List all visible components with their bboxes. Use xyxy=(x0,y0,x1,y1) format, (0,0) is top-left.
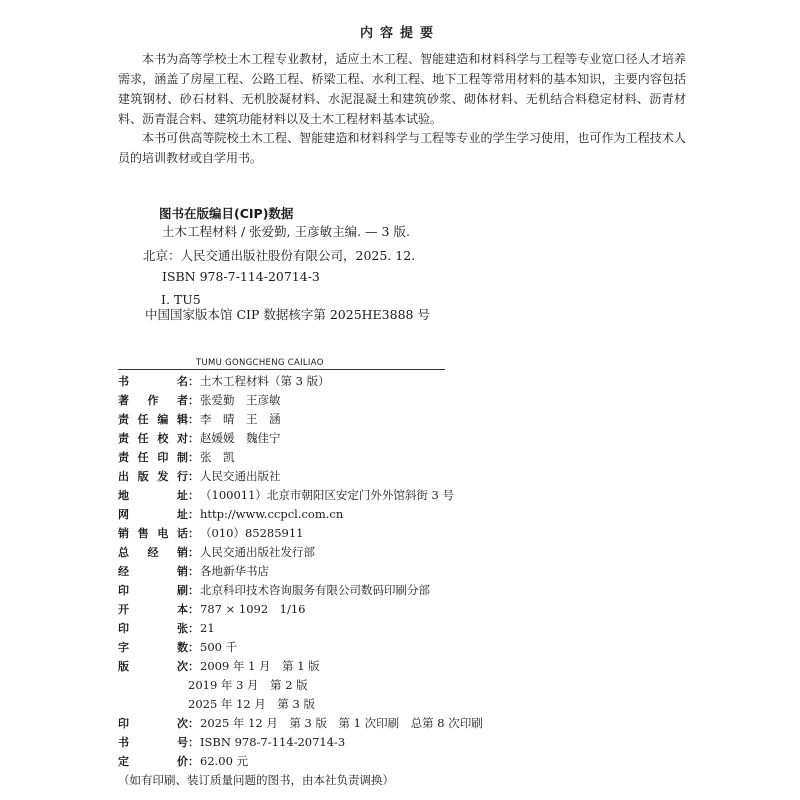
value: 北京科印技术咨询服务有限公司数码印刷分部 xyxy=(200,583,430,597)
value: 2019 年 3 月 第 2 版 xyxy=(188,678,308,692)
row-publisher: 出版发行：人民交通出版社 xyxy=(118,469,281,483)
value: ISBN 978-7-114-20714-3 xyxy=(200,735,346,749)
value: 500 千 xyxy=(200,640,238,654)
row-printing: 印次：2025 年 12 月 第 3 版 第 1 次印刷 总第 8 次印刷 xyxy=(118,716,483,730)
quality-note: （如有印刷、装订质量问题的图书，由本社负责调换） xyxy=(118,773,394,787)
label: 书名 xyxy=(118,375,188,388)
row-editor: 责任编辑：李 晴 王 涵 xyxy=(118,412,281,426)
label: 责任印制 xyxy=(118,451,188,464)
value: （100011）北京市朝阳区安定门外外馆斜街 3 号 xyxy=(200,488,455,502)
label: 地址 xyxy=(118,489,188,502)
row-book-title: 书名：土木工程材料（第 3 版） xyxy=(118,374,330,388)
label: 著作者 xyxy=(118,394,188,407)
label: 经销 xyxy=(118,565,188,578)
value: 2025 年 12 月 第 3 版 xyxy=(188,697,315,711)
cip-line-4: Ⅰ. TU5 xyxy=(161,292,201,307)
cip-line-1: 土木工程材料 / 张爱勤, 王彦敏主编. — 3 版. xyxy=(162,224,410,239)
value: 赵媛媛 魏佳宁 xyxy=(200,431,281,445)
cip-heading: 图书在版编目(CIP)数据 xyxy=(159,206,294,221)
cip-line-3: ISBN 978-7-114-20714-3 xyxy=(162,269,320,284)
label: 版次 xyxy=(118,660,188,673)
row-price: 定价：62.00 元 xyxy=(118,754,249,768)
value: 土木工程材料（第 3 版） xyxy=(200,374,330,388)
row-isbn: 书号：ISBN 978-7-114-20714-3 xyxy=(118,735,346,749)
row-printer: 印刷：北京科印技术咨询服务有限公司数码印刷分部 xyxy=(118,583,430,597)
value: 2025 年 12 月 第 3 版 第 1 次印刷 总第 8 次印刷 xyxy=(200,716,483,730)
label: 定价 xyxy=(118,755,188,768)
label: 责任编辑 xyxy=(118,413,188,426)
value: 787 × 1092 1/16 xyxy=(200,602,306,616)
value: 21 xyxy=(200,621,215,635)
value: 各地新华书店 xyxy=(200,564,269,578)
summary-paragraph-2: 本书可供高等院校土木工程、智能建造和材料科学与工程等专业的学生学习使用，也可作为工程技术人员的培训教材或自学用书。 xyxy=(118,131,686,165)
row-sheets: 印张：21 xyxy=(118,621,215,635)
label: 开本 xyxy=(118,603,188,616)
value: 人民交通出版社 xyxy=(200,469,281,483)
row-edition-3 xyxy=(188,696,315,712)
cip-line-2: 北京：人民交通出版社股份有限公司，2025. 12. xyxy=(143,248,416,263)
divider xyxy=(118,369,445,370)
cip-line-5: 中国国家版本馆 CIP 数据核字第 2025HE3888 号 xyxy=(145,307,430,322)
summary-title: 内容提要 xyxy=(359,26,440,41)
value: 张 凯 xyxy=(200,450,235,464)
row-format: 开本：787 × 1092 1/16 xyxy=(118,602,306,616)
row-edition-2 xyxy=(188,677,308,693)
label: 销售电话 xyxy=(118,527,188,540)
row-seller: 经销：各地新华书店 xyxy=(118,564,269,578)
value: 人民交通出版社发行部 xyxy=(200,545,315,559)
value: 2009 年 1 月 第 1 版 xyxy=(200,659,320,673)
label: 印张 xyxy=(118,622,188,635)
value: 张爱勤 王彦敏 xyxy=(200,393,281,407)
label: 责任校对 xyxy=(118,432,188,445)
row-proofreader: 责任校对：赵媛媛 魏佳宁 xyxy=(118,431,281,445)
row-print-responsible: 责任印制：张 凯 xyxy=(118,450,235,464)
label: 书号 xyxy=(118,736,188,749)
label: 印次 xyxy=(118,717,188,730)
label: 网址 xyxy=(118,508,188,521)
row-phone: 销售电话：（010）85285911 xyxy=(118,526,304,540)
label: 字数 xyxy=(118,641,188,654)
row-distributor: 总经销：人民交通出版社发行部 xyxy=(118,545,315,559)
row-authors: 著作者：张爱勤 王彦敏 xyxy=(118,393,281,407)
label: 印刷 xyxy=(118,584,188,597)
website-link[interactable]: http://www.ccpcl.com.cn xyxy=(200,507,344,521)
row-address: 地址：（100011）北京市朝阳区安定门外外馆斜街 3 号 xyxy=(118,488,455,502)
row-edition: 版次：2009 年 1 月 第 1 版 xyxy=(118,659,320,673)
label: 出版发行 xyxy=(118,470,188,483)
summary-paragraph-1: 本书为高等学校土木工程专业教材，适应土木工程、智能建造和材料科学与工程等专业宽口径人才培养需求，涵盖了房屋工程、公路工程、桥梁工程、水利工程、地下工程等常用材料的基本知识，主要内容包括建筑钢材、砂石材料、无机胶凝材料、水泥混凝土和建筑砂浆、砌体材料、无机结合料稳定材料、沥青材料、沥青混合料、建筑功能材料以及土木工程材料基本试验。 xyxy=(118,52,686,126)
label: 总经销 xyxy=(118,546,188,559)
value: （010）85285911 xyxy=(200,526,304,540)
pinyin-title: TUMU GONGCHENG CAILIAO xyxy=(196,358,324,368)
value: 62.00 元 xyxy=(200,754,249,768)
value: 李 晴 王 涵 xyxy=(200,412,281,426)
row-words: 字数：500 千 xyxy=(118,640,238,654)
row-website: 网址：http://www.ccpcl.com.cn xyxy=(118,507,344,521)
